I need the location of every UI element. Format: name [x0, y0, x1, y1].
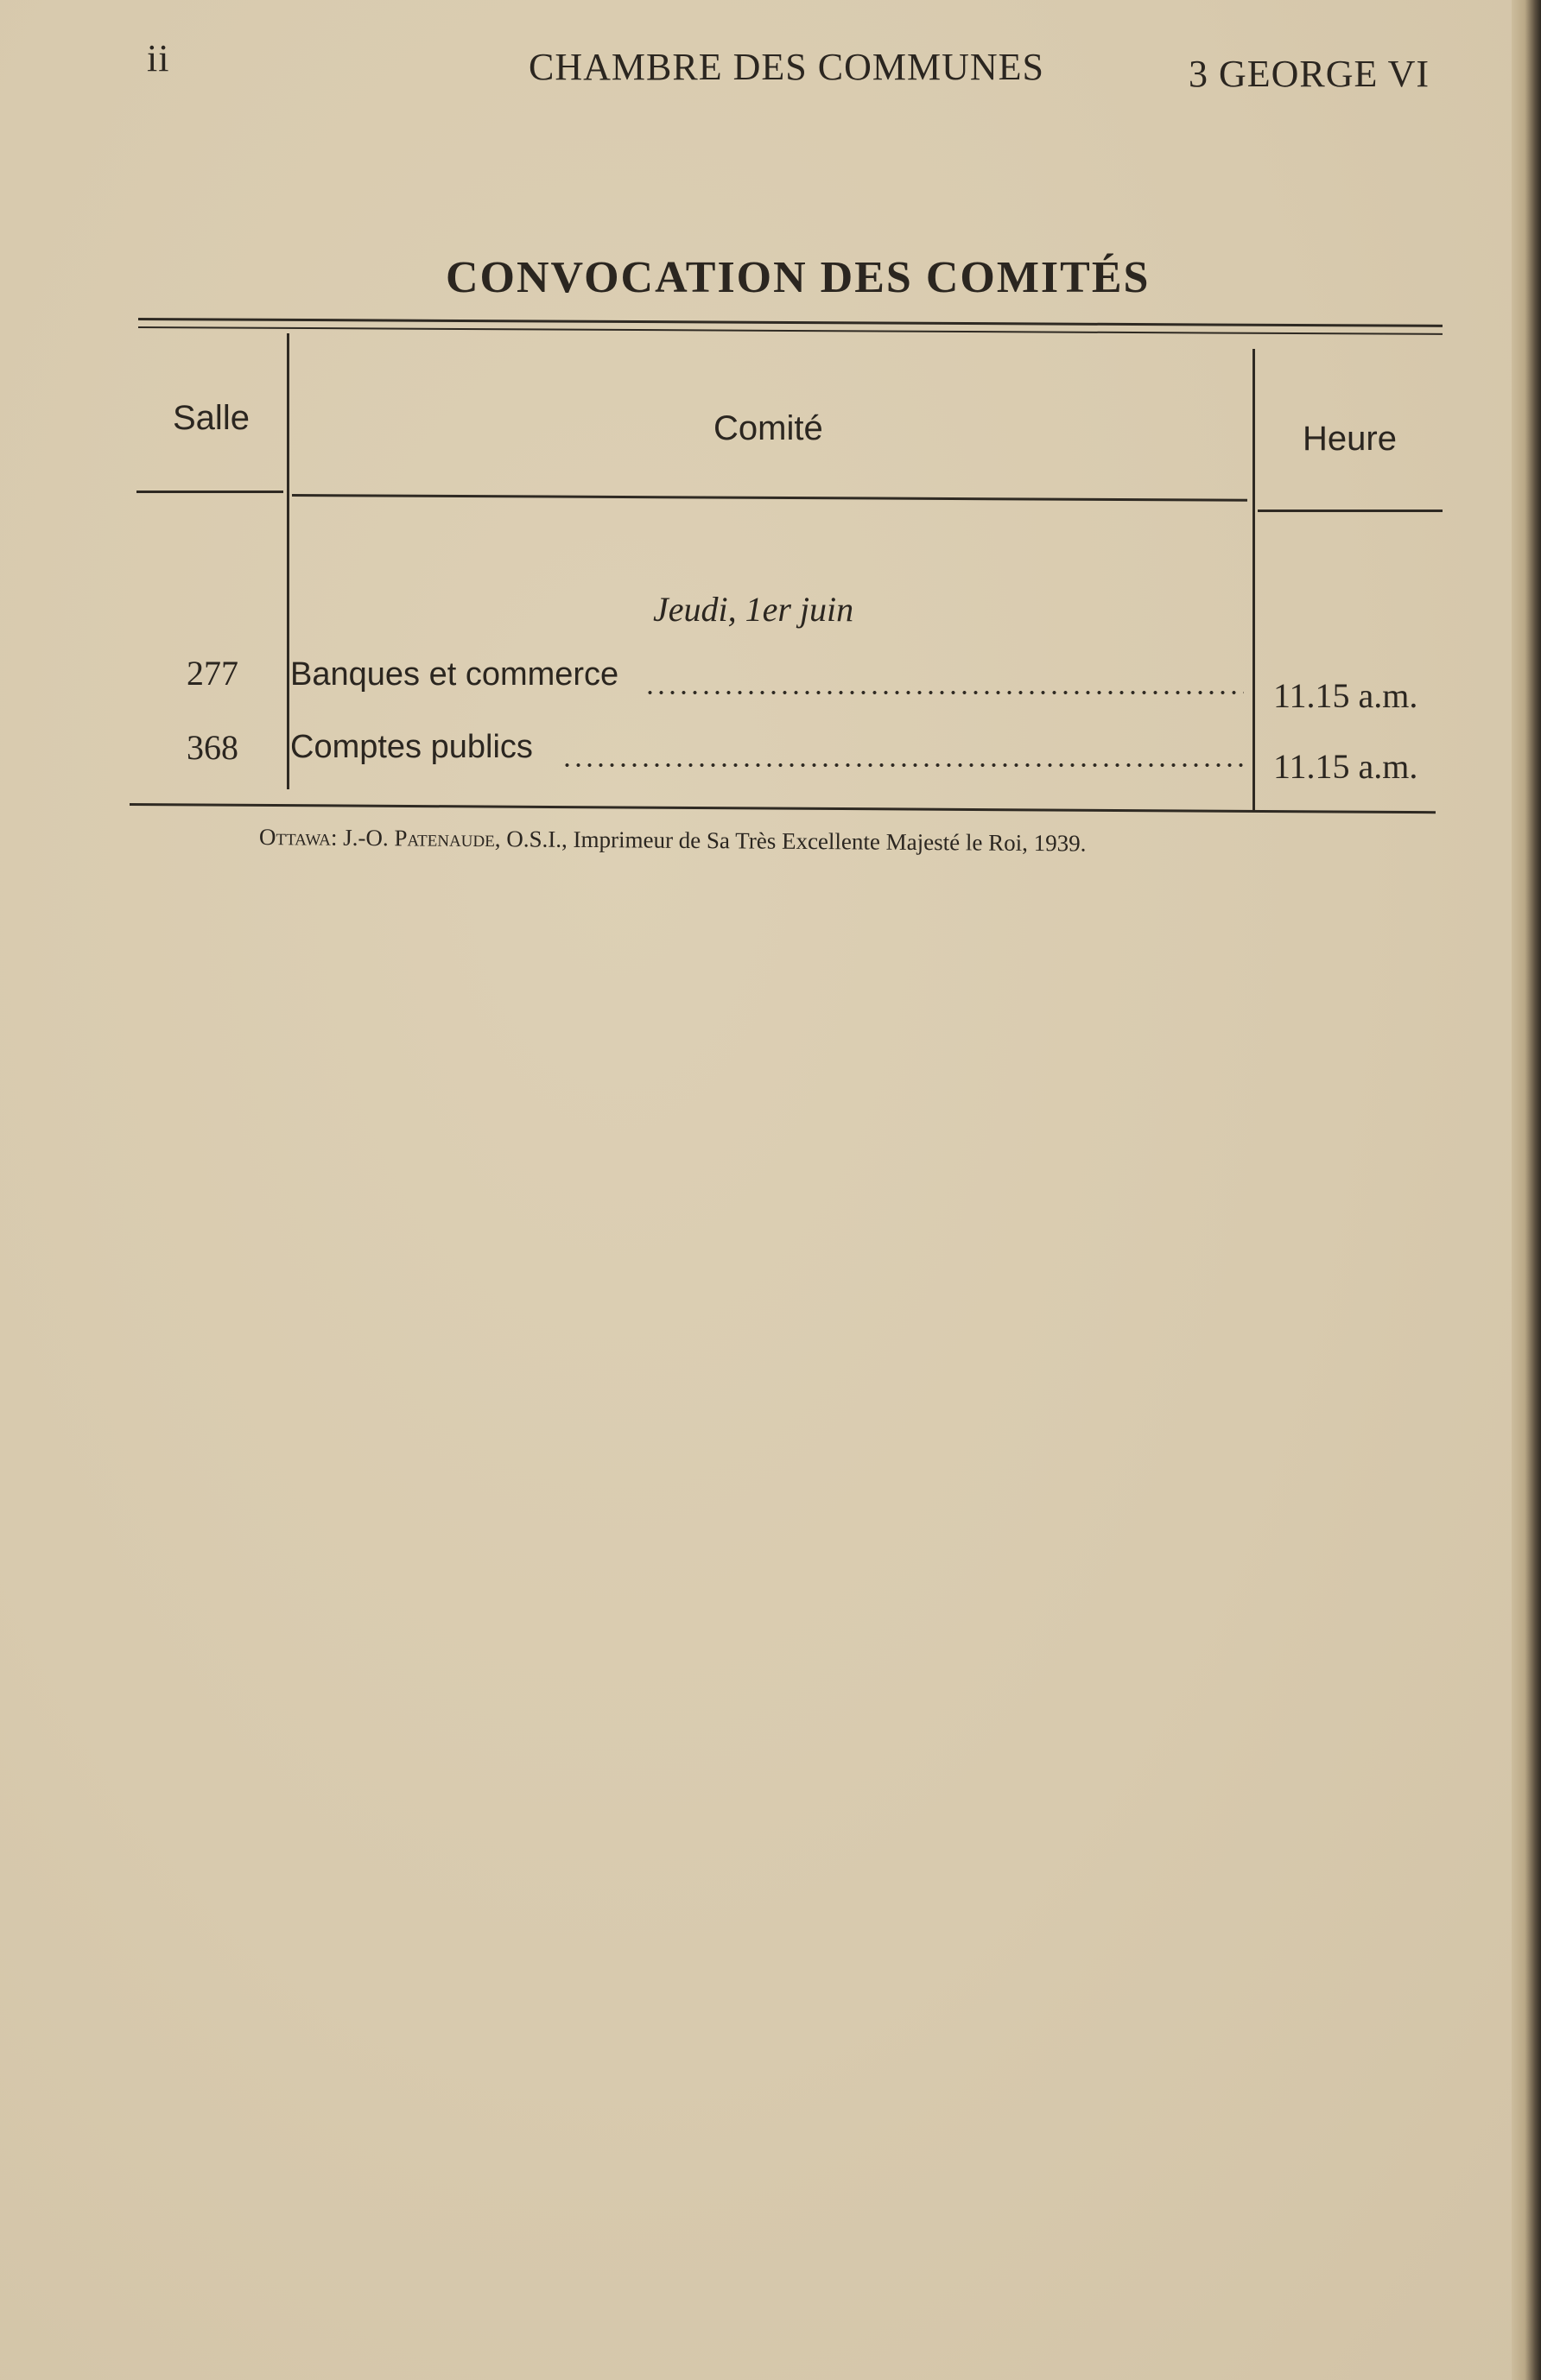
book-spine-edge — [1512, 0, 1541, 2380]
column-header-salle: Salle — [173, 399, 250, 437]
header-underline-heure — [1258, 510, 1443, 512]
table-row-1-comite: Banques et commerce — [290, 656, 619, 693]
header-underline-salle — [136, 491, 283, 493]
imprint-rest: , O.S.I., Imprimeur de Sa Très Excellente Majesté le Roi, 1939. — [494, 826, 1087, 857]
table-row-1-salle: 277 — [187, 654, 238, 693]
page-title: CONVOCATION DES COMITÉS — [446, 253, 1151, 302]
running-header-reign: 3 GEORGE VI — [1189, 53, 1430, 95]
table-row-2-comite: Comptes publics — [290, 729, 533, 765]
header-underline-comite — [292, 494, 1247, 502]
column-header-comite: Comité — [713, 409, 823, 447]
table-row-2-salle: 368 — [187, 728, 238, 767]
printer-imprint — [259, 824, 1087, 858]
column-divider-1 — [287, 333, 289, 789]
dot-leader-row-1 — [644, 691, 1244, 694]
imprint-printer: J.-O. Patenaude — [343, 824, 495, 852]
imprint-city: Ottawa — [258, 824, 332, 851]
running-header-house: CHAMBRE DES COMMUNES — [529, 46, 1044, 88]
column-divider-2 — [1252, 349, 1255, 810]
top-rule-2 — [138, 326, 1443, 335]
dot-leader-row-2 — [561, 763, 1244, 767]
top-rule-1 — [138, 318, 1443, 327]
imprint-separator: : — [330, 824, 338, 851]
page-number: ii — [147, 37, 170, 79]
bottom-rule — [130, 803, 1436, 813]
table-row-1-heure: 11.15 a.m. — [1273, 676, 1418, 715]
column-header-heure: Heure — [1303, 420, 1397, 458]
meeting-date: Jeudi, 1er juin — [653, 590, 854, 629]
table-row-2-heure: 11.15 a.m. — [1273, 747, 1418, 786]
